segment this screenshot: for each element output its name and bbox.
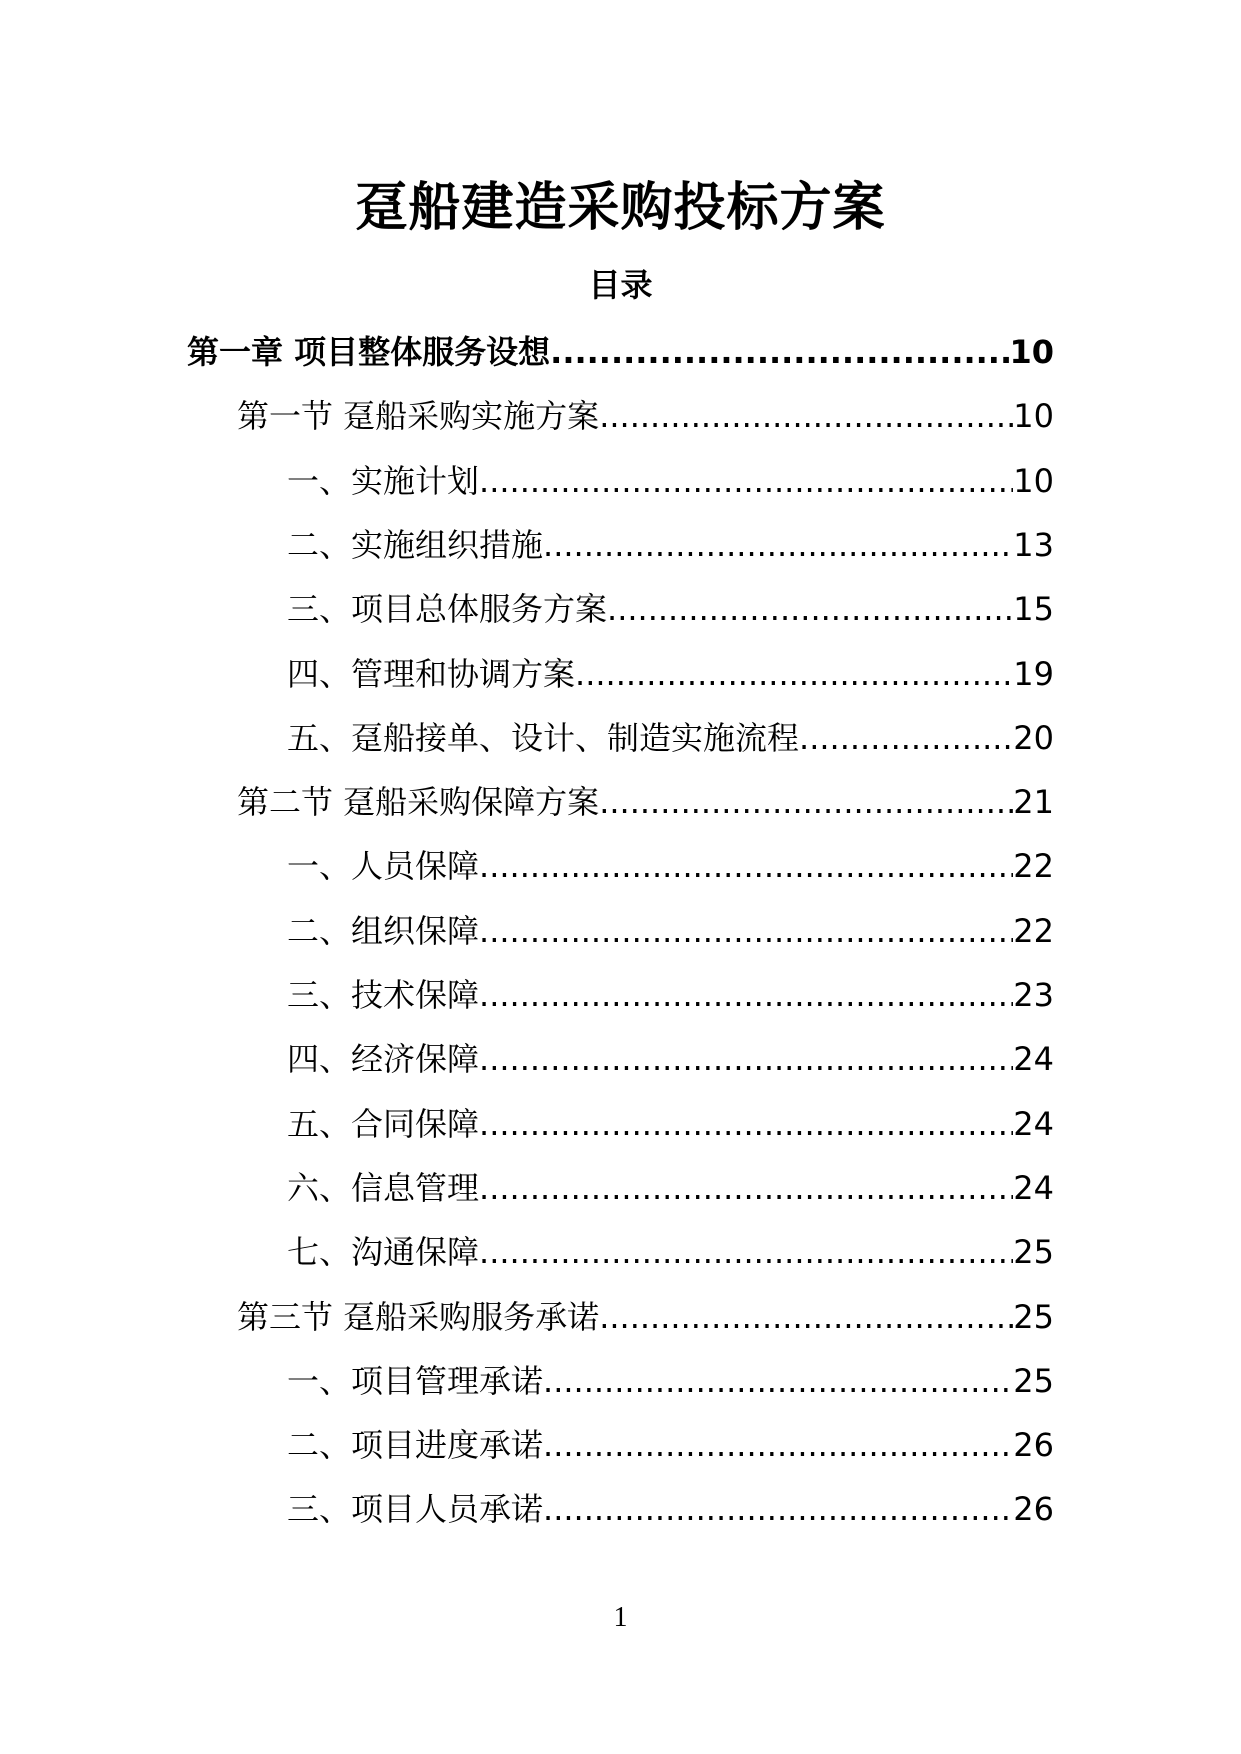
toc-heading: 目录	[588, 266, 653, 304]
toc-dot-leader	[575, 652, 1013, 696]
toc-entry-page-number: 23	[1013, 976, 1054, 1014]
toc-entry-page-number: 24	[1013, 1169, 1054, 1207]
toc-entry-page-number: 24	[1013, 1105, 1054, 1143]
toc-entry-page-number: 21	[1013, 783, 1054, 821]
toc-entry-label: 六、信息管理	[287, 1169, 480, 1207]
toc-entry-page-number: 22	[1013, 847, 1054, 885]
toc-entry[interactable]	[287, 1487, 1054, 1531]
toc-entry-label: 四、经济保障	[287, 1040, 480, 1078]
toc-entry-label: 三、项目人员承诺	[287, 1490, 544, 1528]
toc-dot-leader	[599, 1295, 1013, 1339]
toc-entry[interactable]	[237, 394, 1054, 438]
toc-entry-page-number: 13	[1013, 526, 1054, 564]
toc-entry-page-number: 25	[1013, 1362, 1054, 1400]
toc-entry-page-number: 10	[1009, 333, 1054, 371]
toc-entry[interactable]	[287, 909, 1054, 953]
toc-entry-label: 五、趸船接单、设计、制造实施流程	[287, 719, 800, 757]
toc-entry[interactable]	[187, 330, 1054, 374]
toc-dot-leader	[479, 1166, 1013, 1210]
toc-entry[interactable]	[237, 780, 1054, 824]
toc-dot-leader	[550, 330, 1009, 374]
toc-entry[interactable]	[287, 1230, 1054, 1274]
toc-dot-leader	[479, 1037, 1013, 1081]
toc-dot-leader	[607, 587, 1013, 631]
toc-entry[interactable]	[287, 973, 1054, 1017]
toc-dot-leader	[543, 1487, 1013, 1531]
toc-dot-leader	[543, 1359, 1013, 1403]
toc-entry-page-number: 25	[1013, 1233, 1054, 1271]
toc-dot-leader	[543, 523, 1013, 567]
toc-entry[interactable]	[287, 652, 1054, 696]
toc-dot-leader	[543, 1423, 1013, 1467]
toc-dot-leader	[479, 844, 1013, 888]
toc-entry[interactable]	[287, 1359, 1054, 1403]
toc-entry-page-number: 25	[1013, 1298, 1054, 1336]
toc-entry-page-number: 10	[1013, 462, 1054, 500]
toc-entry[interactable]	[287, 1037, 1054, 1081]
toc-entry[interactable]	[287, 523, 1054, 567]
toc-entry-label: 二、项目进度承诺	[287, 1426, 544, 1464]
toc-entry[interactable]	[287, 1423, 1054, 1467]
toc-entry-page-number: 26	[1013, 1426, 1054, 1464]
toc-entry-label: 三、技术保障	[287, 976, 480, 1014]
toc-dot-leader	[479, 1230, 1013, 1274]
page-number: 1	[613, 1602, 628, 1633]
toc-dot-leader	[599, 780, 1013, 824]
toc-dot-leader	[479, 909, 1013, 953]
toc-entry-label: 五、合同保障	[287, 1105, 480, 1143]
toc-entry-page-number: 22	[1013, 912, 1054, 950]
toc-entry-label: 一、人员保障	[287, 847, 480, 885]
toc-entry-label: 四、管理和协调方案	[287, 655, 576, 693]
toc-dot-leader	[479, 459, 1013, 503]
toc-entry[interactable]	[287, 1102, 1054, 1146]
toc-entry-label: 二、实施组织措施	[287, 526, 544, 564]
toc-entry[interactable]	[287, 1166, 1054, 1210]
toc-entry-page-number: 15	[1013, 590, 1054, 628]
toc-dot-leader	[479, 1102, 1013, 1146]
toc-entry-label: 三、项目总体服务方案	[287, 590, 608, 628]
toc-entry-page-number: 20	[1013, 719, 1054, 757]
toc-entry-label: 七、沟通保障	[287, 1233, 480, 1271]
toc-entry-label: 二、组织保障	[287, 912, 480, 950]
toc-entry[interactable]	[287, 459, 1054, 503]
document-title: 趸船建造采购投标方案	[355, 178, 886, 238]
toc-entry[interactable]	[237, 1295, 1054, 1339]
toc-entry-label: 第三节 趸船采购服务承诺	[237, 1298, 600, 1336]
toc-dot-leader	[479, 973, 1013, 1017]
toc-entry-label: 第二节 趸船采购保障方案	[237, 783, 600, 821]
toc-dot-leader	[799, 716, 1013, 760]
toc-entry[interactable]	[287, 716, 1054, 760]
toc-entry-label: 一、项目管理承诺	[287, 1362, 544, 1400]
toc-entry-page-number: 19	[1013, 655, 1054, 693]
toc-entry[interactable]	[287, 587, 1054, 631]
toc-entry-page-number: 26	[1013, 1490, 1054, 1528]
toc-dot-leader	[599, 394, 1013, 438]
toc-entry-label: 一、实施计划	[287, 462, 480, 500]
toc-entry-label: 第一节 趸船采购实施方案	[237, 397, 600, 435]
toc-entry-page-number: 10	[1013, 397, 1054, 435]
toc-entry[interactable]	[287, 844, 1054, 888]
toc-entry-page-number: 24	[1013, 1040, 1054, 1078]
toc-entry-label: 第一章 项目整体服务设想	[187, 333, 551, 371]
